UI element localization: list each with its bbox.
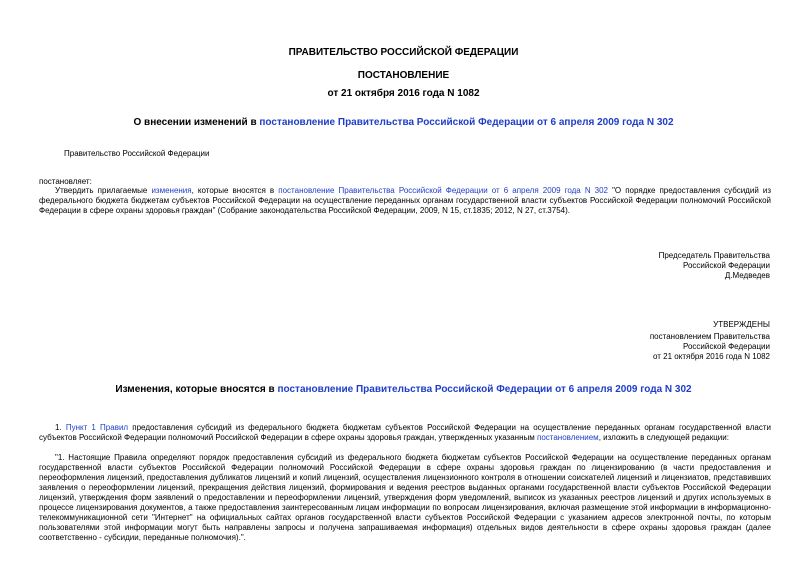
document-date: от 21 октября 2016 года N 1082 xyxy=(327,88,480,99)
signature-position: Председатель Правительства xyxy=(658,251,770,260)
document-title-prefix: О внесении изменений в xyxy=(133,117,260,128)
item1-text: предоставления субсидий из федерального бюджета бюджетам субъектов Российской Федерации на осуществление переданных органам государственной власти субъектов Российской Федерации полномочий Российской Федерации в сфере охраны здоровья граждан, утвержденных указанным xyxy=(39,423,771,442)
approved-date: от 21 октября 2016 года N 1082 xyxy=(653,352,770,361)
changes-title-prefix: Изменения, которые вносятся в xyxy=(115,384,278,395)
issuer-text: Правительство Российской Федерации xyxy=(64,149,210,158)
government-heading: ПРАВИТЕЛЬСТВО РОССИЙСКОЙ ФЕДЕРАЦИИ xyxy=(288,47,519,58)
approved-org: Российской Федерации xyxy=(683,342,770,351)
decree-302-body-link[interactable]: постановление Правительства Российской Федерации от 6 апреля 2009 года N 302 xyxy=(278,186,609,195)
changes-link[interactable]: изменения xyxy=(151,186,192,195)
new-wording-paragraph: "1. Настоящие Правила определяют порядок предоставления субсидий из федерального бюджета бюджетам субъектов Российской Федерации на осуществление переданных органам государственной власти субъектов Российской Федерации полномочий Российской Федерации в сфере охраны здоровья граждан по лицензированию (в части предоставления и переоформления лицензий, предоставления дубликатов лицензий и копий лицензий, осуществления лицензионного контроля в отношении соискателей лицензий и лицензиатов, представивших заявления о переоформлении лицензий, прекращения действия лицензий, формирования и ведения реестров выданных органами государственной власти субъектов Российской Федерации лицензий, утверждения форм заявлений о предоставлении и переоформлении лицензий, утверждения форм уведомлений, выписок из указанных реестров лицензий и других используемых в процессе лицензирования документов, а также предоставления заинтересованным лицам информации по вопросам лицензирования, включая размещение этой информации в информационно-телекоммуникационной сети "Интернет" на официальных сайтах органов государственной власти субъектов Российской Федерации с указанием адресов электронной почты, по которым пользователями этой информации могут быть направлены запросы и получена запрашиваемая информация) отдельных видов деятельности в сфере охраны здоровья граждан (далее соответственно - субсидии, переданные полномочия).". xyxy=(39,453,771,542)
approved-by: постановлением Правительства xyxy=(649,332,770,341)
item1-end: , изложить в следующей редакции: xyxy=(598,433,729,442)
signature-name: Д.Медведев xyxy=(724,271,770,280)
decree-302-link[interactable]: постановление Правительства Российской Федерации от 6 апреля 2009 года N 302 xyxy=(259,117,674,128)
changes-title xyxy=(0,384,807,395)
document-title xyxy=(0,117,807,128)
approve-prefix: Утвердить прилагаемые xyxy=(55,186,152,195)
approved-stamp: УТВЕРЖДЕНЫ xyxy=(713,320,770,329)
changes-decree-link[interactable]: постановление Правительства Российской Федерации от 6 апреля 2009 года N 302 xyxy=(277,384,692,395)
approve-paragraph xyxy=(39,186,771,216)
document-type-heading: ПОСТАНОВЛЕНИЕ xyxy=(357,70,450,81)
item-number: 1. xyxy=(55,423,66,432)
approve-suffix: "О порядке предоставления субсидий из федерального бюджета бюджетам субъектов Российской Федерации на осуществление переданных органам государственной власти субъектов Российской Федерации полномочий Российской Федерации в сфере охраны здоровья граждан" (Собрание законодательства Российской Федерации, 2009, N 15, ст.1835; 2012, N 27, ст.3754). xyxy=(39,186,771,215)
rules-point-1-link[interactable]: Пункт 1 Правил xyxy=(65,423,129,432)
change-item-1 xyxy=(39,423,771,443)
approve-mid: , которые вносятся в xyxy=(191,186,279,195)
signature-org: Российской Федерации xyxy=(683,261,770,270)
resolves-text: постановляет: xyxy=(39,177,92,186)
decree-reference-link[interactable]: постановлением xyxy=(536,433,599,442)
